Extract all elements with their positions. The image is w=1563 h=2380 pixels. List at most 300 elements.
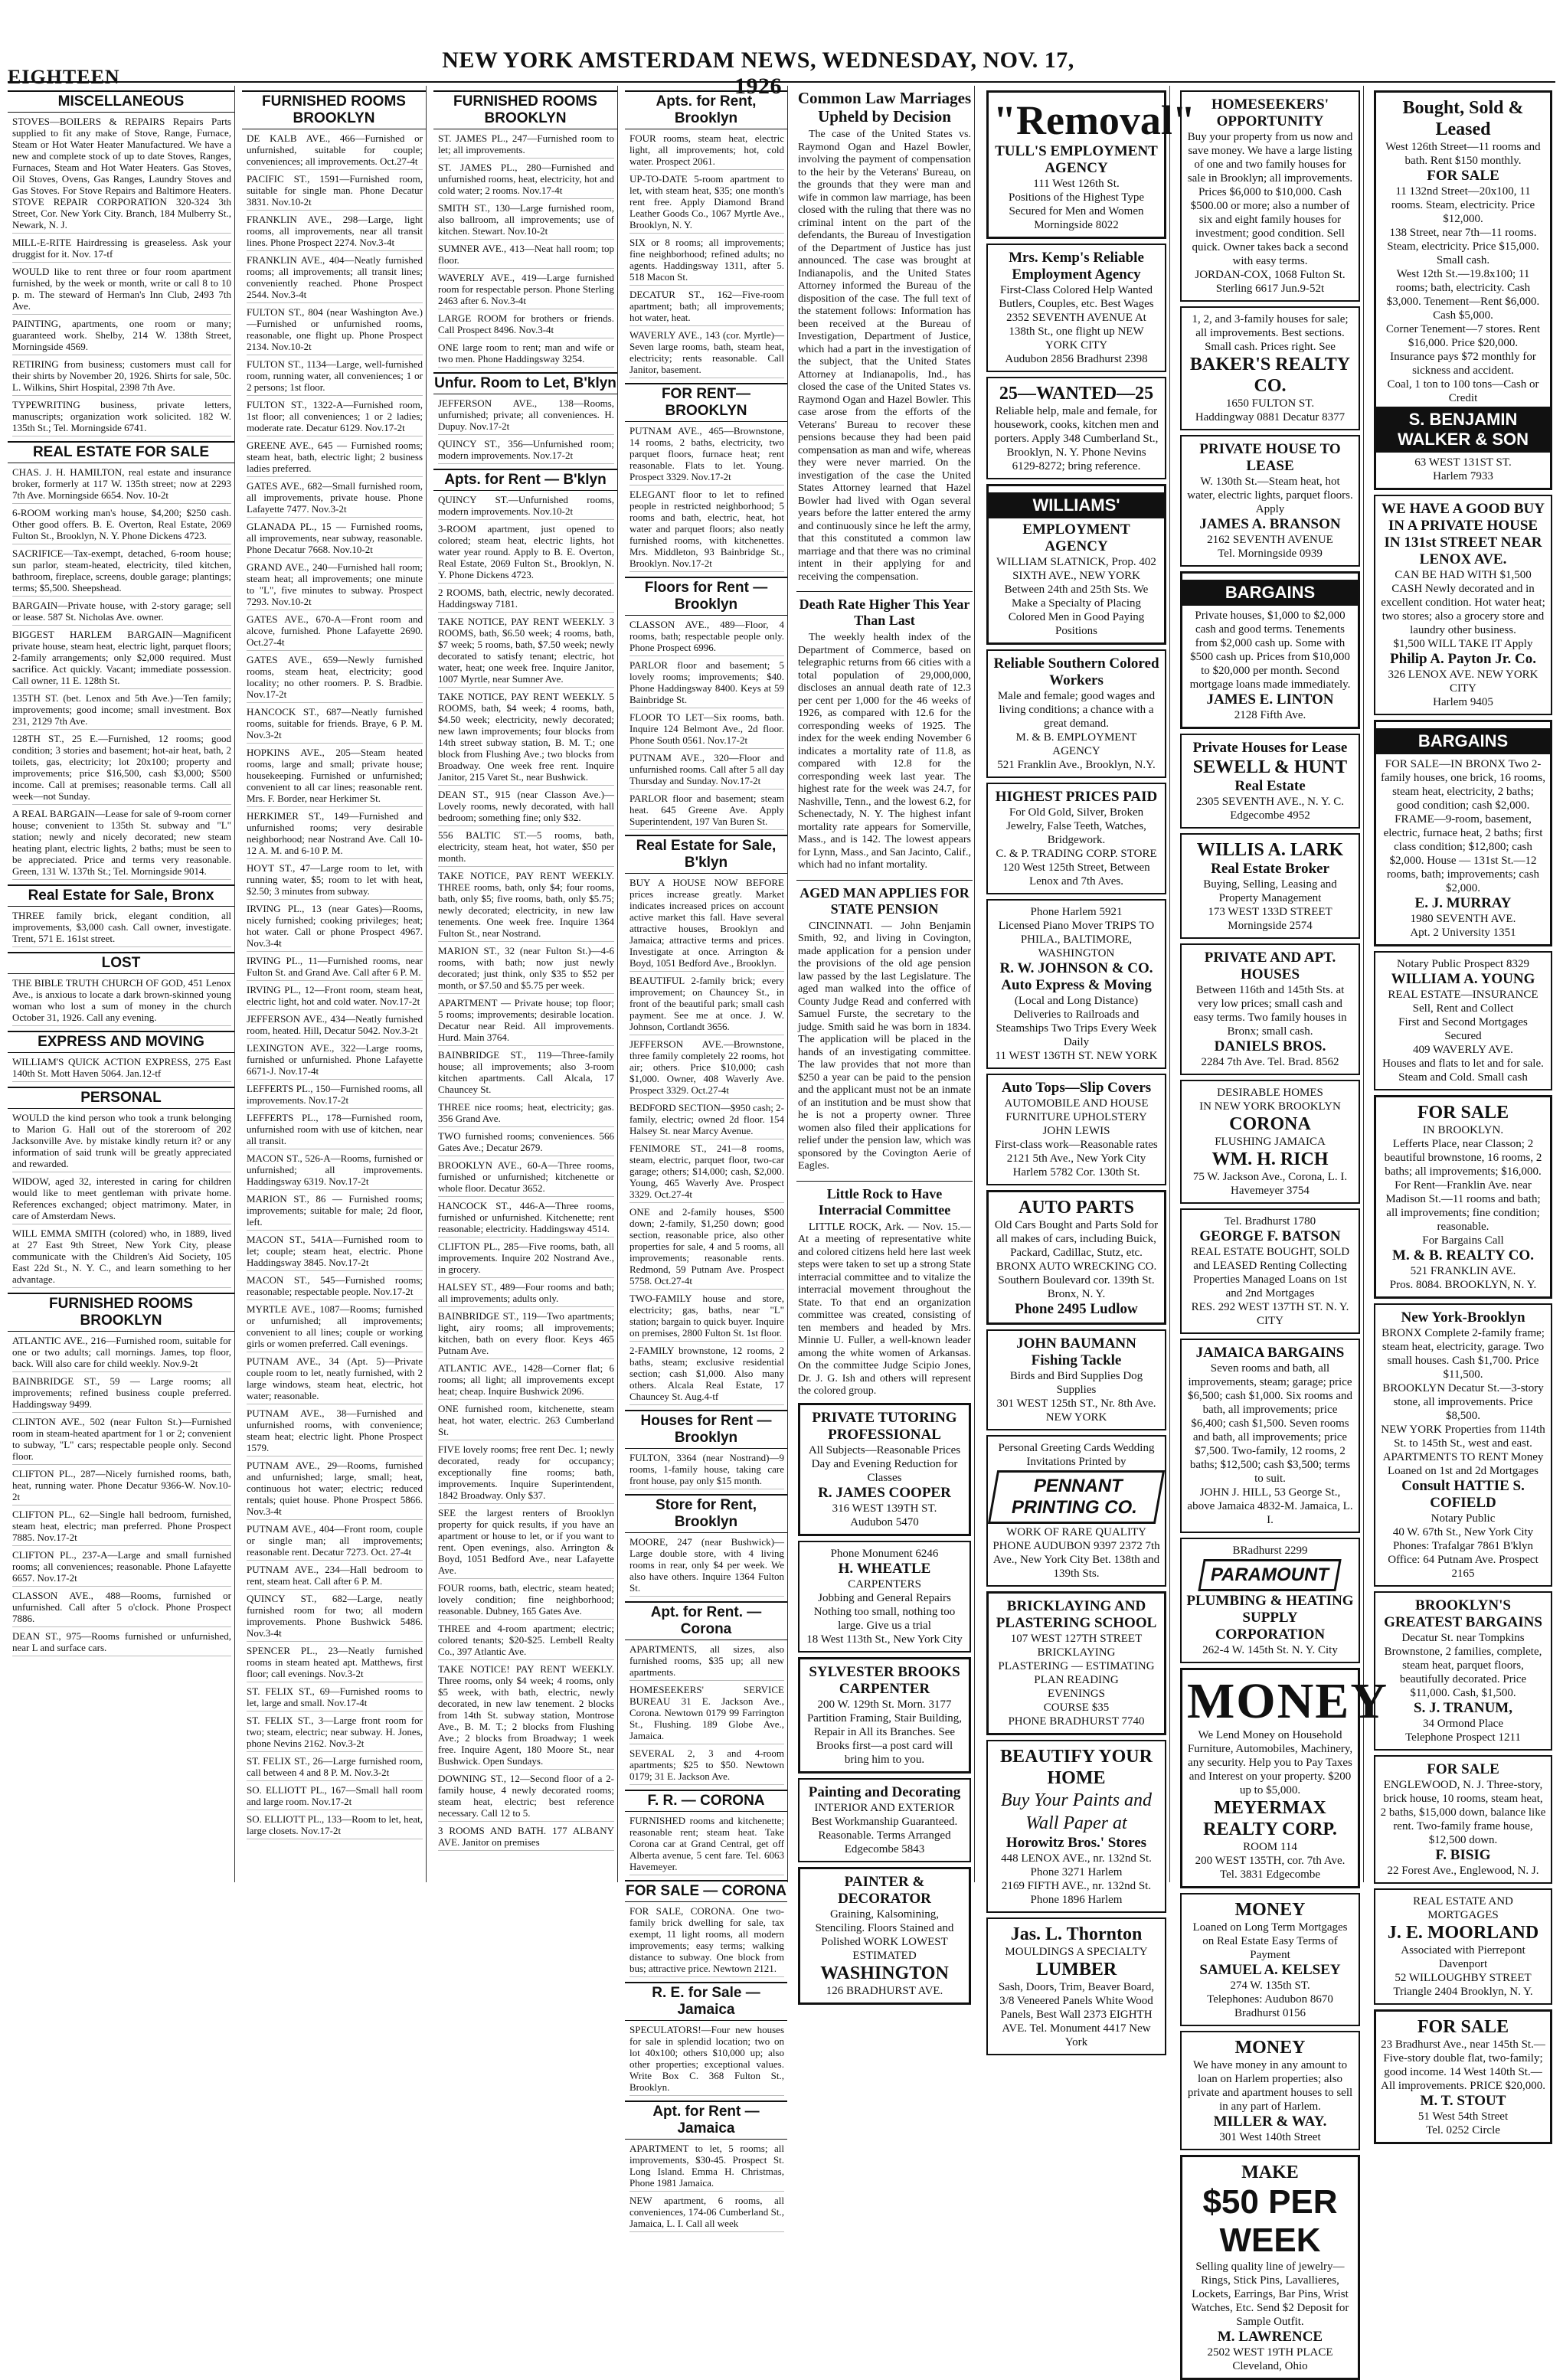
ad-heading: BRICKLAYING AND bbox=[1006, 1598, 1146, 1614]
ad-william-young bbox=[1374, 951, 1552, 1090]
section-store: Store for Rent, Brooklyn bbox=[625, 1494, 787, 1533]
section-personal: PERSONAL bbox=[8, 1087, 234, 1109]
ad-stout bbox=[1374, 2009, 1552, 2144]
classified-ad: IRVING PL., 11—Furnished rooms, near Fulton St. and Grand Ave. Call after 6 P. M. bbox=[247, 955, 423, 981]
ad-mb-realty bbox=[1374, 1095, 1552, 1299]
classified-ad: JEFFERSON AVE., 434—Neatly furnished room, heated. Hill, Decatur 5042. Nov.3-2t bbox=[247, 1013, 423, 1039]
classified-ad: CLIFTON PL., 285—Five rooms, bath, all improvements. Inquire 202 Nostrand Ave., in grocery. bbox=[438, 1241, 614, 1278]
classified-ad: GATES AVE., 670-A—Front room and alcove, furnished. Phone Lafayette 2690. Oct.27-4t bbox=[247, 613, 423, 651]
ad-text: FOR SALE—IN BRONX Two 2-family houses, one brick, 16 rooms, steam heat, electricity, 2 baths; good condition; cash $2,000. FRAME—9-room, basement, electric, furnace heat, 2 baths; first class condition; $12,800; cash $2,000. House — 131st St.—12 rooms, bath; improvements; cash $2,000. bbox=[1381, 758, 1545, 894]
classified-ad: WAVERLY AVE., 419—Large furnished room for respectable person. Phone Sterling 2463 after 6. Nov.3-4t bbox=[438, 272, 614, 309]
ad-text: Private houses, $1,000 to $2,000 cash and good terms. Tenements from $2,000 cash up. Some with $500 cash up. Prices from $10,000 to $20,000 per month. Second mortgage loans made immediately. bbox=[1189, 610, 1351, 691]
ad-text: (Local and Long Distance) Deliveries to Railroads and Steamships Two Trips Every Week Daily bbox=[996, 995, 1157, 1048]
classified-ad: QUINCY ST., 356—Unfurnished room; modern improvements. Nov.17-2t bbox=[438, 438, 614, 464]
ad-rw-johnson bbox=[986, 899, 1166, 1069]
ad-heading: Auto Express & Moving bbox=[1001, 977, 1152, 993]
classified-ad: PUTNAM AVE., 234—Hall bedroom to rent, steam heat. Call after 6 P. M. bbox=[247, 1564, 423, 1590]
ad-text: For Bargains Call bbox=[1422, 1234, 1504, 1247]
ad-tranum bbox=[1374, 1591, 1552, 1751]
ad-text: We Lend Money on Household Furniture, Automobiles, Machinery, any security. Help you to Pay Taxes and Interest on your property. $200 up to $5,000. bbox=[1187, 1729, 1353, 1796]
classified-ad: FULTON, 3364 (near Nostrand)—9 rooms, 1-family house, taking care front house, pay only $15 month. bbox=[629, 1452, 784, 1489]
classified-ad: MYRTLE AVE., 1087—Rooms; furnished or unfurnished; all improvements; convenient to all lines; couple or working girls or women preferred. Call evenings. bbox=[247, 1303, 423, 1352]
section-floors: Floors for Rent — Brooklyn bbox=[625, 577, 787, 616]
ad-name: EMPLOYMENT AGENCY bbox=[1022, 521, 1130, 554]
classified-ad: 135TH ST. (bet. Lenox and 5th Ave.)—Ten family; improvements; good income; small investment. Box 231, 2129 7th Ave. bbox=[12, 692, 231, 730]
ad-address: 51 West 54th Street bbox=[1417, 2110, 1509, 2123]
classified-ad: PUTNAM AVE., 320—Floor and unfurnished rooms. Call after 5 all day Thursday and Sunday. Nov.17-2t bbox=[629, 752, 784, 790]
classified-ad: CLIFTON PL., 237-A—Large and small furnished rooms; all conveniences; reasonable. Phone Lafayette 6657. Nov.17-2t bbox=[12, 1549, 231, 1587]
ad-phone: Triangle 2404 Brooklyn, N. Y. bbox=[1393, 1986, 1533, 1998]
column-8 bbox=[1371, 86, 1555, 2136]
ad-text: BRICKLAYING bbox=[1037, 1646, 1116, 1659]
section-sale-corona: FOR SALE — CORONA bbox=[625, 1880, 787, 1902]
ad-name: SEWELL & HUNT bbox=[1192, 757, 1348, 777]
ad-headline: MONEY bbox=[1187, 1673, 1388, 1729]
classified-ad: BEDFORD SECTION—$950 cash; 2-family, electric; owned 2d floor. 154 Halsey St. near Marcy Avenue. bbox=[629, 1102, 784, 1139]
classified-ad: BUY A HOUSE NOW BEFORE prices increase greatly. Market indicates increased prices on account active market this fall. Have several attractive houses, Brooklyn and Jamaica; attractive terms and prices. Investigate at once. Arrington & Boyd, 1051 Bedford Ave., Brooklyn. bbox=[629, 877, 784, 972]
ad-text: W. 130th St.—Steam heat, hot water, electric lights, parquet floors. Apply bbox=[1187, 476, 1353, 515]
column-2 bbox=[242, 86, 427, 1882]
ad-text: WILLIAM SLATNICK, Prop. 402 SIXTH AVE., NEW YORK Between 24th and 25th Sts. We Make a Specialty of Placing Colored Men in Good Paying Positions bbox=[996, 556, 1156, 637]
ad-name: MEYERMAX REALTY CORP. bbox=[1203, 1798, 1337, 1839]
classified-ad: PUTNAM AVE., 404—Front room, couple or single man; all improvements; reasonable rent. Decatur 7273. Oct. 27-4t bbox=[247, 1523, 423, 1561]
section-jamaica: R. E. for Sale — Jamaica bbox=[625, 1982, 787, 2021]
ad-address: 301 WEST 125th ST., Nr. 8th Ave. NEW YORK bbox=[996, 1398, 1156, 1424]
ad-address: 11 WEST 136TH ST. NEW YORK bbox=[995, 1050, 1158, 1062]
ad-heading: 25—WANTED—25 bbox=[999, 384, 1154, 404]
ad-heading: HOMESEEKERS' OPPORTUNITY bbox=[1211, 96, 1329, 129]
ad-address: 200 WEST 135TH, cor. 7th Ave. bbox=[1195, 1855, 1346, 1867]
ad-name: M. & B. EMPLOYMENT AGENCY bbox=[1015, 731, 1137, 757]
ads-corona bbox=[625, 1643, 787, 1785]
ad-text: First-class work—Reasonable rates bbox=[995, 1139, 1158, 1151]
ad-phone: BRadhurst 2299 bbox=[1232, 1545, 1308, 1557]
ad-text: IN BROOKLYN. bbox=[1422, 1124, 1504, 1136]
ad-text: WORK OF RARE QUALITY PHONE AUDUBON 9397 2372 7th Ave., New York City Bet. 138th and 139th Sts. bbox=[992, 1526, 1160, 1580]
ad-heading: FOR SALE bbox=[1427, 168, 1499, 184]
ad-text: For Old Gold, Silver, Broken Jewelry, False Teeth, Watches, Bridgework. bbox=[1006, 806, 1146, 846]
classified-ad: MARION ST., 86 — Furnished rooms; improvements; suitable for male; 2d floor, left. bbox=[247, 1193, 423, 1231]
ad-address: 75 W. Jackson Ave., Corona, L. I. Havemeyer 3754 bbox=[1192, 1171, 1348, 1197]
ad-name: Consult HATTIE S. COFIELD bbox=[1401, 1478, 1525, 1511]
classified-ad: SIX or 8 rooms; all improvements; fine neighborhood; refined adults; no agents. Haddingsway 1311, after 5. 518 Macon St. bbox=[629, 237, 784, 286]
ad-name: Jas. L. Thornton bbox=[1010, 1924, 1143, 1944]
ad-address: 40 W. 67th St., New York City bbox=[1392, 1526, 1534, 1538]
column-3 bbox=[433, 86, 618, 1882]
ad-address: 1650 FULTON ST. bbox=[1225, 397, 1315, 410]
ad-phone: Phone Monument 6246 bbox=[830, 1547, 939, 1560]
classified-ad: FRANKLIN AVE., 298—Large, light rooms, all improvements, near all transit lines. Phone Prospect 2274. Nov.3-4t bbox=[247, 214, 423, 251]
ad-heading: CARPENTER bbox=[839, 1680, 930, 1697]
ad-moorland bbox=[1374, 1888, 1552, 2005]
ads-apt-jamaica bbox=[625, 2143, 787, 2232]
classified-ad: ST. JAMES PL., 280—Furnished and unfurnished rooms, heat, electricity, hot and cold water; 2 rooms. Nov.17-4t bbox=[438, 162, 614, 199]
article-common-law: The case of the United States vs. Raymond Ogan and Hazel Bowler, involving the payment of compensation to the heir by the Veterans' Bureau, on the grounds that they were man and wife in common law marriage, has been closed with the ruling that there was no criminal intent on the part of the defendants, the Bureau of Investigation of the Department of Justice has just announced. The case was brought at Indianapolis, and the United States Attorney informed the Bureau of the disposition of the case. The full text of the statement follows: Information has been received at the Bureau of Investigation, Department of Justice, which had a part in the investigation of the subject, that the United States Attorney at Indianapolis, Ind., has closed the case of the United States vs. Raymond Ogan and Hazel Bowler. This case arose from the efforts of the Veterans' Bureau to recover these pensions because they had been paid compensation as man and wife, whereas they were never married. On the investigation of the case the United States Attorney learned that Hazel Bowler had lived with Ogan several years before the latter entered the army and continuously since he left the army, that this constituted a common law marriage and that there was no criminal intent in their applying for and receiving the compensation. bbox=[798, 129, 971, 583]
classified-ad: QUINCY ST., 682—Large, neatly furnished room for two; all modern improvements. Phone Bushwick 5486. Nov.3-4t bbox=[247, 1593, 423, 1642]
ad-text: Lefferts Place, near Classon; 2 beautiful brownstone, 16 rooms, 2 baths; all improvements; $16,000. bbox=[1384, 1138, 1542, 1178]
classified-ad: BAINBRIDGE ST., 119—Two apartments; light, airy rooms; all improvements; kitchen, bath on every floor. Keys 465 Putnam Ave. bbox=[438, 1310, 614, 1359]
classified-ad: SEE the largest renters of Brooklyn property for quick results, if you have an apartment or house to let, or if you want to rent. Open evenings, also. Arrington & Boyd, 1051 Bedford Ave., near Lafayette Ave. bbox=[438, 1507, 614, 1579]
ad-text: BRONX Complete 2-family frame; steam heat, electricity, garage. Two small houses. Cash $1,700. Price $11,500. bbox=[1382, 1327, 1545, 1381]
classified-ad: HANCOCK ST., 446-A—Three rooms, furnished or unfurnished. Kitchenette; rent reasonable; electricity. Haddingsway 4514. bbox=[438, 1200, 614, 1237]
classified-ad: QUINCY ST.—Unfurnished rooms, modern improvements. Nov.10-2t bbox=[438, 494, 614, 520]
classified-ad: SO. ELLIOTT PL., 167—Small hall room and large room. Nov.17-2t bbox=[247, 1784, 423, 1810]
section-furnished-rooms: FURNISHED ROOMS BROOKLYN bbox=[433, 90, 617, 129]
ad-name: R. W. JOHNSON & CO. bbox=[999, 960, 1153, 976]
classified-ad: PUTNAM AVE., 465—Brownstone, 14 rooms, 2 baths, electricity, two parquet floors, furnace heat; rent reasonable. Flats to let. Young. Prospect 3329. Nov.17-2t bbox=[629, 425, 784, 485]
ad-heading: PRIVATE TUTORING bbox=[812, 1409, 957, 1426]
classified-ad: JEFFERSON AVE.—Brownstone, three family completely 22 rooms, hot air; others. Price $10,000; cash $1,000. Owner, 408 Waverly Ave. Prospect 3329. Oct.27-4t bbox=[629, 1038, 784, 1099]
ad-name: JAMES E. LINTON bbox=[1206, 691, 1334, 708]
ad-text: Decatur St. near Tompkins Brownstone, 2 families, complete, steam heat, parquet floors, beautifully decorated. Price $11,000. Cash, $1,500. bbox=[1384, 1632, 1542, 1699]
ad-phone: Morningside 8022 bbox=[1034, 219, 1119, 231]
classified-ad: 556 BALTIC ST.—5 rooms, bath, electricity, steam heat, hot water, $50 per month. bbox=[438, 829, 614, 867]
ad-phone: Tel. 3831 Edgecombe bbox=[1220, 1868, 1320, 1881]
ad-text: Sell, Rent and Collect bbox=[1412, 1002, 1514, 1015]
ad-text: REAL ESTATE BOUGHT, SOLD and LEASED Renting Collecting Properties Managed Loans on 1st and 2nd Mortgages bbox=[1190, 1246, 1350, 1300]
ad-text: Best Workmanship Guaranteed. Reasonable. Terms Arranged bbox=[811, 1815, 958, 1842]
ad-wm-rich bbox=[1180, 1080, 1360, 1204]
classified-ad: SPENCER PL., 23—Neatly furnished rooms in steam heated apt. Matthews, first floor; call evenings. Nov.3-2t bbox=[247, 1645, 423, 1682]
classified-ad: PACIFIC ST., 1591—Furnished room, suitable for single man. Phone Decatur 3831. Nov.10-2t bbox=[247, 173, 423, 211]
ad-banner: BARGAINS bbox=[1376, 728, 1550, 754]
classified-ad: DE KALB AVE., 466—Furnished or unfurnished, suitable for couple; conveniences; all improvements. Oct.27-4t bbox=[247, 132, 423, 170]
ads-jamaica bbox=[625, 2024, 787, 2096]
classified-ad: TAKE NOTICE, PAY RENT WEEKLY. THREE rooms, bath, only $4; four rooms, bath, only $5; five rooms, bath, only $5.75; newly decorated; electricity, in new law tenements. One week free. Inquire 1364 Fulton St., near Nostrand. bbox=[438, 870, 614, 942]
ad-address: RES. 292 WEST 137TH ST. N. Y. CITY bbox=[1191, 1301, 1349, 1327]
article-aged-man: CINCINNATI. — John Benjamin Smith, 92, and living in Covington, made application for a pension under the provisions of the old age pension law passed by the last Legislature. The aged man walked into the office of County Judge Read and conferred with Samuel Furste, the secretary to the judge. Smith said he was born in 1834. The application will be placed in the hands of an investigating committee. The law provides that not more than $250 a year can be paid to the pension and the applicant must not be an inmate of an institution and be must show that he is not a property owner. Three women also filed their applications for relief under the pension law, which was sponsored by the Covington Aerie of Eagles. bbox=[798, 920, 971, 1172]
ad-heading: PLASTERING SCHOOL bbox=[996, 1615, 1157, 1631]
ad-headline: "Removal" bbox=[993, 97, 1195, 143]
classified-ad: PAINTING, apartments, one room or many; guaranteed work. Shelby, 214 W. 138th Street, Morningside 4569. bbox=[12, 318, 231, 355]
ad-text: Jobbing and General Repairs Nothing too small, nothing too large. Give us a trial bbox=[813, 1591, 956, 1632]
ad-name: BAKER'S REALTY CO. bbox=[1189, 355, 1351, 396]
ad-phone: Tel. Bradhurst 1780 bbox=[1224, 1215, 1316, 1228]
ad-text: Between 116th and 145th Sts. at very low prices; small cash and easy terms. Two family houses in Bronx; small cash. bbox=[1193, 984, 1347, 1038]
ad-text: Loaned on Long Term Mortgages on Real Estate Easy Terms of Payment bbox=[1192, 1921, 1348, 1961]
ad-text: Sash, Doors, Trim, Beaver Board, 3/8 Veneered Panels White Wood Panels, Best Wall 2373 EIGHTH AVE. Tel. Monument 4417 New York bbox=[998, 1981, 1155, 2048]
ad-phone: Haddingway 0881 Decatur 8377 bbox=[1195, 411, 1346, 423]
classified-ad: SO. ELLIOTT PL., 133—Room to let, heat, large closets. Nov.17-2t bbox=[247, 1813, 423, 1839]
ad-text: Graining, Kalsomining, Stenciling. Floors Stained and Polished WORK LOWEST ESTIMATED bbox=[815, 1908, 954, 1962]
ad-address: 316 WEST 139TH ST. bbox=[832, 1502, 937, 1515]
ads-houses bbox=[625, 1452, 787, 1489]
ad-heading: Private Houses for Lease bbox=[1192, 740, 1348, 756]
ad-headline: $50 PER WEEK bbox=[1202, 2183, 1338, 2259]
classified-ad: DEAN ST., 975—Rooms furnished or unfurnished, near L and surface cars. bbox=[12, 1630, 231, 1656]
ad-name: DANIELS BROS. bbox=[1214, 1038, 1326, 1054]
ad-address: 52 WILLOUGHBY STREET bbox=[1395, 1972, 1532, 1984]
headline-little-rock: Little Rock to Have Interracial Committee bbox=[796, 1181, 973, 1218]
ad-banner: BARGAINS bbox=[1182, 580, 1358, 606]
ad-name: Horowitz Bros.' Stores bbox=[1005, 1835, 1147, 1851]
ad-text: REAL ESTATE AND MORTGAGES bbox=[1413, 1895, 1513, 1921]
ad-text: REAL ESTATE—INSURANCE bbox=[1388, 989, 1538, 1001]
classified-ad: APARTMENT — Private house; top floor; 5 rooms; improvements; desirable location. Decatur near Reid. All improvements. Hurd. Main 3764. bbox=[438, 997, 614, 1046]
ad-address: 521 FRANKLIN AVE. bbox=[1410, 1265, 1516, 1277]
ad-heading: New York-Brooklyn bbox=[1401, 1309, 1525, 1326]
ad-text: CARPENTERS bbox=[848, 1577, 921, 1590]
classified-ad: FOUR rooms, steam heat, electric light, all improvements; hot, cold water. Prospect 2061. bbox=[629, 132, 784, 170]
classified-ad: 128TH ST., 25 E.—Furnished, 12 rooms; good condition; 3 stories and basement; hot-air heat, bath, 2 toilets, gas, electricity; lot 20x100; property and improvements; price $16,500, cash $3,000; $500 income. Call at premises; reasonable terms. Call all week—not Sunday. bbox=[12, 733, 231, 805]
ad-name: WILLIAM A. YOUNG bbox=[1391, 971, 1535, 987]
column-1 bbox=[8, 86, 235, 1882]
ad-text: Partition Framing, Stair Building, Repair in All its Branches. See Brooks first—a post card will bring him to you. bbox=[806, 1711, 963, 1766]
ad-heading: BEAUTIFY YOUR HOME bbox=[1000, 1747, 1153, 1788]
ad-text: Associated with Pierrepont Davenport bbox=[1401, 1944, 1525, 1970]
section-apartments: Apts. for Rent, Brooklyn bbox=[625, 90, 787, 129]
ad-baumann bbox=[986, 1329, 1166, 1430]
ad-text: AUTOMOBILE AND HOUSE FURNITURE UPHOLSTERY bbox=[1004, 1097, 1149, 1123]
ad-murray bbox=[1374, 720, 1552, 946]
ad-text: EVENINGS bbox=[1048, 1688, 1105, 1700]
ad-williams bbox=[986, 484, 1166, 645]
ad-name: E. J. MURRAY bbox=[1414, 895, 1512, 911]
ad-phone: Phones: Trafalgar 7861 B'klyn Office: 64 Putnam Ave. Prospect 2165 bbox=[1388, 1540, 1538, 1580]
ad-address: 326 LENOX AVE. NEW YORK CITY bbox=[1388, 669, 1538, 695]
ad-text: Reliable help, male and female, for housework, cooks, kitchen men and porters. Apply 348 Cumberland St., Brooklyn, N. Y. Phone Nevins 6129-8272; bring reference. bbox=[994, 405, 1159, 472]
ad-name: M. LAWRENCE bbox=[1217, 2329, 1323, 2345]
ad-name: M. & B. REALTY CO. bbox=[1392, 1247, 1534, 1264]
ad-text: ENGLEWOOD, N. J. Three-story, brick house, 10 rooms, steam heat, 2 baths, $15,000 down, balance like rent. Two-family frame house, $12,500 down. bbox=[1380, 1779, 1546, 1846]
ad-heading: LUMBER bbox=[1035, 1960, 1117, 1980]
ad-heading: FOR SALE bbox=[1427, 1761, 1499, 1777]
ad-phone: Pros. 8084. BROOKLYN, N. Y. bbox=[1389, 1279, 1537, 1291]
ads-furnished-rooms bbox=[8, 1335, 234, 1656]
headline-common-law: Common Law Marriages Upheld by Decision bbox=[797, 89, 972, 126]
classified-ad: JEFFERSON AVE., 138—Rooms, unfurnished; private; all conveniences. H. Dupuy. Nov.17-2t bbox=[438, 397, 614, 435]
ad-linton bbox=[1180, 571, 1360, 729]
classified-ad: BAINBRIDGE ST., 119—Three-family house; all improvements; also 3-room kitchen apartments. Call Alcala, 17 Chauncey St. bbox=[438, 1049, 614, 1098]
ad-kelsey bbox=[1180, 1893, 1360, 2026]
ad-heading: FOR SALE bbox=[1417, 2017, 1509, 2037]
ad-kemp bbox=[986, 244, 1166, 372]
classified-ad: RETIRING from business; customers must call for their shirts by November 20, 1926. Shirts for sale, 50c. L. Wilkins, Shirt Hospital, 2398 7th Ave. bbox=[12, 358, 231, 396]
ad-payton bbox=[1374, 495, 1552, 715]
ads-furnished-rooms bbox=[433, 132, 617, 368]
ad-text: We have money in any amount to loan on Harlem properties; also private and apartment houses to sell in any part of Harlem. bbox=[1187, 2059, 1353, 2113]
ad-text: PLASTERING — ESTIMATING bbox=[998, 1660, 1155, 1672]
ads-floors bbox=[625, 619, 787, 830]
ads-fr-corona bbox=[625, 1815, 787, 1875]
ad-thornton bbox=[986, 1917, 1166, 2055]
ad-name: JOHN LEWIS bbox=[1042, 1125, 1110, 1137]
section-real-estate-sale: Real Estate for Sale, B'klyn bbox=[625, 835, 787, 874]
ad-address: 2284 7th Ave. Tel. Brad. 8562 bbox=[1201, 1056, 1339, 1068]
classified-ad: CHAS. J. H. HAMILTON, real estate and insurance broker, formerly at 117 W. 135th street; now at 2293 7th Ave. Morningside 6654. Nov. 10-2t bbox=[12, 466, 231, 504]
classified-ad: THREE nice rooms; heat, electricity; gas. 356 Grand Ave. bbox=[438, 1101, 614, 1127]
section-furnished-rooms: FURNISHED ROOMS BROOKLYN bbox=[242, 90, 426, 129]
classified-ad: 3-ROOM apartment, just opened to colored; steam heat, electric lights, hot water year round. Apply to B. E. Overton, Real Estate, 2069 Fulton St., Brooklyn, N. Y. Phone Dickens 4723. bbox=[438, 523, 614, 584]
classified-ad: FULTON ST., 1322-A—Furnished room, 1st floor; all conveniences; 1 or 2 ladies; moderate rate. Decatur 6129. Nov.17-2t bbox=[247, 399, 423, 436]
ads-personal bbox=[8, 1112, 234, 1288]
ad-text: NEW YORK Properties from 114th St. to 145th St., west and east. bbox=[1381, 1424, 1545, 1450]
classified-ad: IRVING PL., 12—Front room, steam heat, electric light, hot and cold water. Nov.17-2t bbox=[247, 984, 423, 1010]
ad-heading: JAMAICA BARGAINS bbox=[1195, 1345, 1345, 1361]
classified-ad: CLIFTON PL., 287—Nicely furnished rooms, bath, heat, running water. Phone Decatur 9366-W. Nov.10-2t bbox=[12, 1468, 231, 1505]
ad-text: West 12th St.—19.8x100; 11 rooms; bath, electricity. Cash $3,000. Tenement—Rent $6,000. Cash $5,000. bbox=[1386, 268, 1540, 322]
ad-name: JOHN BAUMANN bbox=[1016, 1335, 1136, 1352]
classified-ad: WAVERLY AVE., 143 (cor. Myrtle)—Seven large rooms, bath, steam heat, electricity; rents reasonable. Call Janitor, basement. bbox=[629, 329, 784, 378]
classified-ad: MARION ST., 32 (near Fulton St.)—4-6 rooms, with bath; now just newly decorated; just think, only $35 to $52 per month, or $7.50 and $5.75 per week. bbox=[438, 945, 614, 994]
classified-ad: MOORE, 247 (near Bushwick)—Large double store, with 4 living rooms in rear, only $4 per week. We also have others. Inquire 1364 Fulton St. bbox=[629, 1536, 784, 1597]
classified-ad: LARGE ROOM for brothers or friends. Call Prospect 8496. Nov.3-4t bbox=[438, 312, 614, 338]
ad-bricklaying-school bbox=[986, 1591, 1166, 1735]
masthead bbox=[0, 0, 1563, 99]
classified-ad: TAKE NOTICE, PAY RENT WEEKLY. 3 ROOMS, bath, $6.50 week; 4 rooms, bath, $7 week; 5 rooms, bath, $7.50 week; newly decorated to satisfy tenant; electric, hot water, heat; one week free. Inquire Janitor, 1007 Myrtle, near Sumner Ave. bbox=[438, 616, 614, 688]
ads-miscellaneous bbox=[8, 116, 234, 436]
masthead-rule bbox=[8, 81, 1555, 83]
ad-name: M. T. STOUT bbox=[1420, 2093, 1506, 2109]
classified-ad: WOULD like to rent three or four room apartment furnished, by the week or month, write or call 8 to 10 p. m. The steward of Herman's Inn Club, 2493 7th Ave. bbox=[12, 266, 231, 315]
section-lost: LOST bbox=[8, 952, 234, 974]
classified-ad: IRVING PL., 13 (near Gates)—Rooms, nicely furnished; cooking privileges; heat; hot water. Call or phone Prospect 4967. Nov.3-4t bbox=[247, 903, 423, 952]
classified-ad: SUMNER AVE., 413—Neat hall room; top floor. bbox=[438, 243, 614, 269]
ad-horowitz bbox=[986, 1740, 1166, 1913]
classified-ad: CLASSON AVE., 488—Rooms, furnished or unfurnished. Call after 5 o'clock. Phone Prospect 7886. bbox=[12, 1590, 231, 1627]
ad-heading: CORONA bbox=[1229, 1114, 1311, 1134]
classified-ad: SMITH ST., 130—Large furnished room, also ballroom, all improvements; use of kitchen. Stewart. Nov.10-2t bbox=[438, 202, 614, 240]
headline-aged-man: AGED MAN APPLIES FOR STATE PENSION bbox=[796, 880, 973, 917]
ad-text: Licensed Piano Mover TRIPS TO PHILA., BALTIMORE, WASHINGTON bbox=[998, 920, 1155, 960]
column-5 bbox=[795, 86, 975, 1997]
ad-text: Notary Public bbox=[1431, 1512, 1496, 1525]
ad-sylvester-brooks bbox=[798, 1657, 971, 1774]
ad-address: 2169 FIFTH AVE., nr. 132nd St. Phone 1896 Harlem bbox=[1001, 1880, 1152, 1906]
ad-benjamin-walker bbox=[1374, 90, 1552, 490]
ad-text: Selling quality line of jewelry—Rings, Stick Pins, Lavallieres, Lockets, Earrings, Bar Pins, Wrist Watches, Etc. Send $2 Deposit for Sample Outfit. bbox=[1191, 2261, 1349, 2328]
ad-sewell-hunt bbox=[1180, 734, 1360, 829]
ad-phone: Edgecombe 5843 bbox=[844, 1842, 925, 1855]
ad-name: R. JAMES COOPER bbox=[818, 1484, 951, 1501]
ad-name: WM. H. RICH bbox=[1211, 1149, 1329, 1169]
classified-ad: PARLOR floor and basement; 5 lovely rooms; improvements; $40. Phone Haddingsway 8400. Keys at 59 Bainbridge St. bbox=[629, 659, 784, 708]
ad-address: 2305 SEVENTH AVE., N. Y. C. bbox=[1195, 796, 1345, 808]
ads-real-estate bbox=[8, 466, 234, 880]
ad-text: INTERIOR AND EXTERIOR bbox=[814, 1801, 955, 1814]
classified-ad: CLIFTON PL., 62—Single hall bedroom, furnished, steam heat, electric; man preferred. Phone Prospect 7885. Nov.17-2t bbox=[12, 1509, 231, 1546]
classified-ad: MACON ST., 526-A—Rooms, furnished or unfurnished; all improvements. Haddingsway 6319. Nov.17-2t bbox=[247, 1152, 423, 1190]
ad-banner: S. BENJAMIN WALKER & SON bbox=[1376, 407, 1550, 453]
classified-ad: SEVERAL 2, 3 and 4-room apartments; $25 to $50. Newtown 0179; 31 E. Jackson Ave. bbox=[629, 1747, 784, 1785]
ad-name: WILLIS A. LARK bbox=[1196, 840, 1344, 860]
classified-ad: MACON ST., 541A—Furnished room to let; couple; steam heat, electric. Phone Haddingsway 3845. Nov.17-2t bbox=[247, 1234, 423, 1271]
classified-ad: WILLIAM'S QUICK ACTION EXPRESS, 275 East 140th St. Mott Haven 5064. Jan.12-tf bbox=[12, 1056, 231, 1082]
section-unfurnished-rooms: Unfur. Room to Let, B'klyn bbox=[433, 372, 617, 394]
ad-phone: Telephone Prospect 1211 bbox=[1405, 1731, 1521, 1744]
classified-ad: HOPKINS AVE., 205—Steam heated rooms, large and small; private house; housekeeping. Furnished or unfurnished; convenient to all car lines; reasonable rent. Mrs. F. Border, near Herkimer St. bbox=[247, 747, 423, 807]
section-real-estate-bronx: Real Estate for Sale, Bronx bbox=[8, 884, 234, 907]
ad-removal bbox=[986, 90, 1195, 239]
ad-heading: Painting and Decorating bbox=[808, 1783, 961, 1800]
classified-ad: FOUR rooms, bath, electric, steam heated; lovely condition; fine neighborhood; reasonable. Dubney, 165 Gates Ave. bbox=[438, 1582, 614, 1620]
classified-ad: APARTMENTS, all sizes, also furnished rooms, $35 up; all new apartments. bbox=[629, 1643, 784, 1681]
section-corona: Apt. for Rent. — Corona bbox=[625, 1601, 787, 1640]
column-4 bbox=[625, 86, 788, 2229]
ad-address: Southern Boulevard cor. 139th St. Bronx, N. Y. bbox=[998, 1274, 1155, 1300]
ad-address: 120 West 125th Street, Between Lenox and 7th Aves. bbox=[1002, 861, 1150, 888]
ad-name: TULL'S EMPLOYMENT AGENCY bbox=[995, 143, 1158, 176]
classified-ad: FURNISHED rooms and kitchenette; reasonable rent; steam heat. Take Corona car at Grand Central, get off Alberta avenue, 5 cent fare. Tel. 6063 Havemeyer. bbox=[629, 1815, 784, 1875]
ad-name: J. E. MOORLAND bbox=[1387, 1923, 1539, 1943]
ad-phone: Phone 2495 Ludlow bbox=[1015, 1301, 1138, 1317]
ad-text: Coal, 1 ton to 100 tons—Cash or Credit bbox=[1387, 378, 1539, 404]
ad-name: Mrs. Kemp's Reliable Employment Agency bbox=[1009, 250, 1144, 283]
classified-ad: NEW apartment, 6 rooms, all conveniences, 174-06 Cumberland St., Jamaica, L. I. Call all week bbox=[629, 2195, 784, 2232]
ad-name: BRONX AUTO WRECKING CO. bbox=[996, 1260, 1157, 1273]
ads-apartments bbox=[625, 132, 787, 378]
ad-heading: Reliable Southern Colored Workers bbox=[993, 655, 1159, 688]
ad-phone: Phone Harlem 5921 bbox=[1030, 906, 1123, 918]
section-apartments: Apts. for Rent — B'klyn bbox=[433, 469, 617, 491]
ad-homeseekers bbox=[1180, 90, 1360, 302]
ad-heading: SUPPLY CORPORATION bbox=[1215, 1610, 1326, 1643]
ad-branson bbox=[1180, 435, 1360, 567]
ad-phone: Apt. 2 University 1351 bbox=[1410, 927, 1516, 939]
classified-ad: ST. FELIX ST., 26—Large furnished room, call between 4 and 8 P. M. Nov.3-2t bbox=[247, 1755, 423, 1781]
classified-ad: GRAND AVE., 240—Furnished hall room; steam heat; all improvements; one minute to "L", five minutes to subway. Prospect 7293. Nov.10-2t bbox=[247, 561, 423, 610]
ad-name: WASHINGTON bbox=[820, 1963, 949, 1983]
classified-ad: ST. FELIX ST., 69—Furnished rooms to let, large and small. Nov.17-4t bbox=[247, 1685, 423, 1711]
ad-phone: Harlem 7933 bbox=[1433, 470, 1493, 482]
ads-lost bbox=[8, 977, 234, 1026]
ad-text: 23 Bradhurst Ave., near 145th St.—Five-story double flat, two-family; good income. 14 West 140th St.—All improvements. PRICE $20,000. bbox=[1381, 2038, 1545, 2092]
ad-painting bbox=[798, 1778, 971, 1862]
classified-ad: WIDOW, aged 32, interested in caring for children would like to meet gentleman with private home. References exchanged; object matrimony. Mater, in care of Amsterdam News. bbox=[12, 1175, 231, 1224]
section-for-rent: FOR RENT—BROOKLYN bbox=[625, 383, 787, 422]
ad-phone: PHONE BRADHURST 7740 bbox=[1008, 1715, 1145, 1728]
ad-address: 1980 SEVENTH AVE. bbox=[1410, 913, 1516, 925]
ad-private-tutoring bbox=[798, 1403, 971, 1536]
ad-name: C. & P. TRADING CORP. STORE bbox=[996, 848, 1157, 860]
ad-heading: PAINTER & DECORATOR bbox=[838, 1873, 931, 1907]
ad-heading: MAKE bbox=[1241, 2163, 1299, 2182]
ad-address: 34 Ormond Place bbox=[1423, 1718, 1503, 1730]
classified-ad: HANCOCK ST., 687—Neatly furnished rooms, suitable for friends. Braye, 6 P. M. Nov.3-2t bbox=[247, 706, 423, 744]
ad-text: First and Second Mortgages Secured bbox=[1398, 1016, 1528, 1042]
ads-re-sale bbox=[625, 877, 787, 1405]
ad-heading: HIGHEST PRICES PAID bbox=[995, 789, 1158, 805]
ad-address: 18 West 113th St., New York City bbox=[806, 1633, 963, 1646]
classified-ad: THREE family brick, elegant condition, all improvements, $3,000 cash. Call owner, investigate. Trent, 571 E. 161st street. bbox=[12, 910, 231, 947]
ad-name: SAMUEL A. KELSEY bbox=[1199, 1962, 1341, 1978]
column-7 bbox=[1177, 86, 1388, 2372]
section-apt-jamaica: Apt. for Rent — Jamaica bbox=[625, 2100, 787, 2140]
ad-phone: Notary Public Prospect 8329 bbox=[1397, 958, 1529, 970]
classified-ad: TAKE NOTICE! PAY RENT WEEKLY. Three rooms, only $4 week; 4 rooms, only $5 week, with bath, electric, newly decorated, in new law tenement. 2 blocks from 14th St. subway station, Montrose Ave., B. M. T.; 2 blocks from Flushing Ave.; 2 blocks from Broadway; 1 week free. Inquire Agent, 180 Moore St., near Bushwick. Open Sundays. bbox=[438, 1663, 614, 1770]
ad-address: 126 BRADHURST AVE. bbox=[826, 1984, 943, 1997]
ads-sale-corona bbox=[625, 1905, 787, 1977]
classified-ad: HALSEY ST., 489—Four rooms and bath; all improvements; adults only. bbox=[438, 1281, 614, 1307]
classified-ad: 6-ROOM working man's house, $4,200; $250 cash. Other good offers. B. E. Overton, Real Estate, 2069 Fulton St., Brooklyn, N. Y. Phone Dickens 4723. bbox=[12, 507, 231, 544]
ad-text: Buy your property from us now and save money. We have a large listing of one and two family houses for sale in Brooklyn; all improvements. Prices $6,000 to $10,000. Cash $500.00 or more; also a number of six and eight family houses for investment; good condition. Sell quick. Owner takes back a second with easy terms. bbox=[1187, 131, 1353, 267]
section-fr-corona: F. R. — CORONA bbox=[625, 1790, 787, 1812]
classified-ad: TWO-FAMILY house and store, electricity; gas, baths, near "L" station; bargain to quick buyer. Inquire on premises, 2800 Fulton St. 1st floor. bbox=[629, 1293, 784, 1342]
ad-daniels-bros bbox=[1180, 943, 1360, 1075]
ad-text: FLUSHING JAMAICA bbox=[1215, 1136, 1326, 1148]
ad-heading: PLUMBING & HEATING bbox=[1186, 1593, 1354, 1609]
ad-heading: PRIVATE HOUSE TO LEASE bbox=[1199, 441, 1341, 474]
ad-heading: PRIVATE AND APT. HOUSES bbox=[1204, 950, 1336, 982]
ad-address: 262-4 W. 145th St. N. Y. City bbox=[1202, 1644, 1338, 1656]
ad-auto-parts bbox=[986, 1190, 1166, 1325]
ad-phone: Telephones: Audubon 8670 Bradhurst 0156 bbox=[1207, 1993, 1333, 2019]
ad-phone: Audubon 2856 Bradhurst 2398 bbox=[1005, 353, 1148, 365]
ad-text: BROOKLYN Decatur St.—3-story stone, all improvements. Price $8,500. bbox=[1382, 1382, 1544, 1422]
ad-text: Male and female; good wages and living conditions; a chance with a great demand. bbox=[997, 690, 1156, 730]
section-express-moving: EXPRESS AND MOVING bbox=[8, 1031, 234, 1053]
ads-express bbox=[8, 1056, 234, 1082]
